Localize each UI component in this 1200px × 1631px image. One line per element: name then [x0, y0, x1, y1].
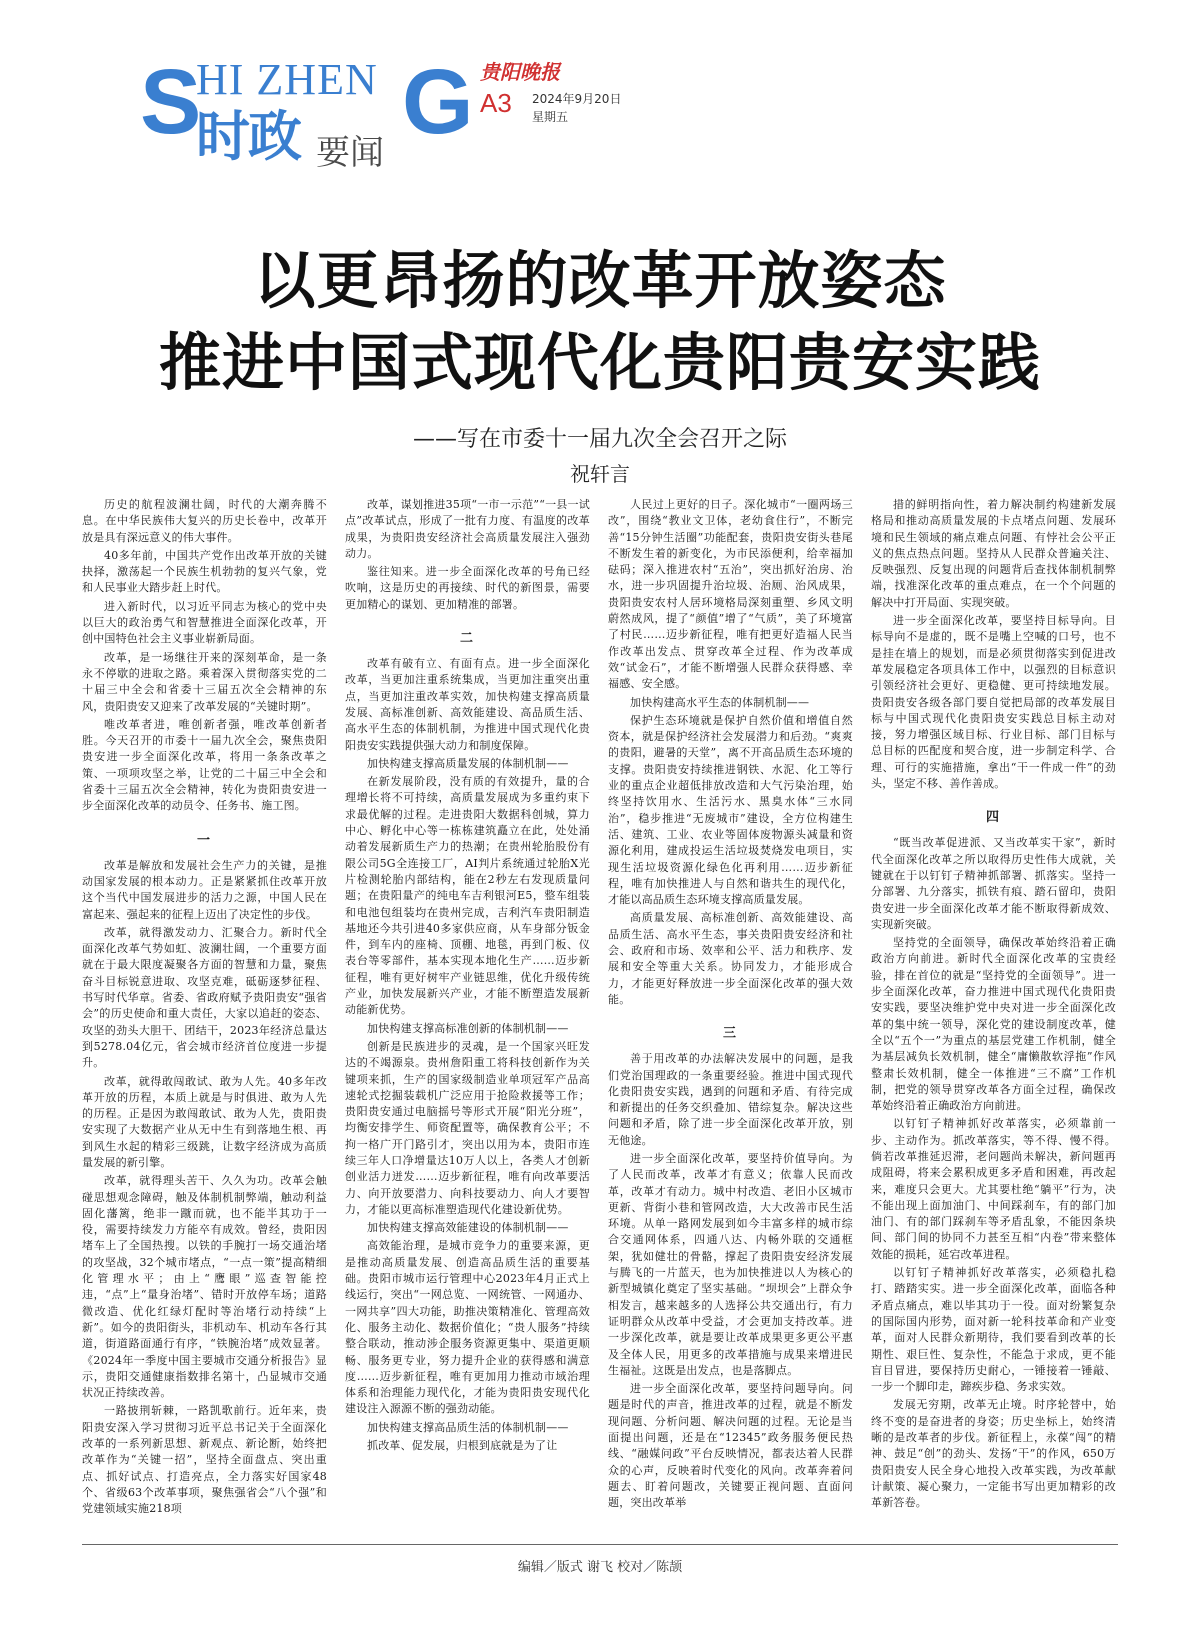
article-body [82, 497, 1118, 1527]
paragraph: 改革，就得激发动力、汇聚合力。新时代全面深化改革气势如虹、波澜壮阔，一个重要方面就在于最大限度凝聚各方面的智慧和力量，聚焦奋斗目标锐意进取、攻坚克难，砥砺逐梦征程、书写时代华章。省委、省政府赋予贵阳贵安“强省会”的历史使命和重大责任，大家以追赶的姿态、攻坚的劲头大胆干、团结干，2023年经济总量达到5278.04亿元，省会城市经济首位度进一步提升。 [82, 925, 327, 1070]
paragraph: 保护生态环境就是保护自然价值和增值自然资本，就是保护经济社会发展潜力和后劲。“爽爽的贵阳，避暑的天堂”，离不开高品质生态环境的支撑。贵阳贵安持续推进钢铁、水泥、化工等行业的重点企业超低排放改造和大气污染治理，始终坚持饮用水、生活污水、黑臭水体“三水同治”，稳步推进“无废城市”建设，全方位构建生活、建筑、工业、农业等固体废物源头减量和资源化利用，建成投运生活垃圾焚烧发电项目，实现生活垃圾资源化绿色化再利用……迈步新征程，唯有加快推进人与自然和谐共生的现代化，才能以高品质生态环境支撑高质量发展。 [608, 713, 853, 907]
logo-letter-g: G [402, 51, 474, 153]
article-byline: 祝轩言 [570, 462, 630, 486]
paragraph: 进一步全面深化改革，要坚持价值导向。为了人民而改革，改革才有意义；依靠人民而改革，改革才有动力。城中村改造、老旧小区城市更新、背街小巷和管网改造，大大改善市民生活环境。从单一路网发展到如今丰富多样的城市综合交通网体系，四通八达、内畅外联的交通框架，犹如健壮的骨骼，撑起了贵阳贵安经济发展与腾飞的一片蓝天，也为加快推进以人为核心的新型城镇化奠定了坚实基础。“坝坝会”上群众争相发言，越来越多的人选择公共交通出行，有力证明群众从改革中受益，才会更加支持改革。进一步深化改革，就是要让改革成果更多更公平惠及全体人民，用更多的改革措施与成果来增进民生福祉。这既是出发点，也是落脚点。 [608, 1151, 853, 1377]
logo-letters-mid: HI ZHEN [196, 55, 378, 104]
section-heading: 三 [722, 1026, 738, 1042]
paragraph: 加快构建高水平生态的体制机制—— [630, 695, 810, 709]
paragraph: 创新是民族进步的灵魂，是一个国家兴旺发达的不竭源泉。贵州詹阳重工将科技创新作为关键项来抓，生产的国家级制造业单项冠军产品高速轮式挖掘装载机广泛应用于抢险救援等工作；贵阳贵安通过电脑摇号等形式开展“阳光分班”，均衡安排学生、师资配置等，确保教育公平；不拘一格广开门路引才，突出以用为本，贵阳市连续三年人口净增量达10万人以上，各类人才创新创业活力迸发……迈步新征程，唯有向改革要活力、向开放要潜力、向科技要动力、向人才要智力，才能以更高标准塑造现代化建设新优势。 [345, 1039, 590, 1216]
paragraph: 善于用改革的办法解决发展中的问题，是我们党治国理政的一条重要经验。推进中国式现代化贵阳贵安实践，遇到的问题和矛盾、有待完成和新提出的任务交织叠加、错综复杂。解决这些问题和矛盾，除了进一步全面深化改革开放，别无他途。 [608, 1052, 853, 1147]
paragraph: 在新发展阶段，没有质的有效提升，量的合理增长将不可持续，高质量发展成为多重约束下求最优解的过程。走进贵阳大数据科创城，算力中心、孵化中心等一栋栋建筑矗立在此，处处涌动着发展新质生产力的热潮；在贵州轮胎股份有限公司5G全连接工厂，AI判片系统通过轮胎X光片检测轮胎内部结构，能在2秒左右发现质量问题；在贵阳量产的纯电车吉利银河E5，整车组装和电池包组装均在贵州完成，吉利汽车贵阳制造基地还今共引进40多家供应商，从车身部分钣金件，到车内的座椅、顶棚、地毯，再到门板、仪表台等零部件，基本实现本地化生产……迈步新征程，唯有更好树牢产业链思维，优化升级传统产业，加快发展新兴产业，才能不断塑造发展新动能新优势。 [345, 775, 590, 1017]
paragraph: 进入新时代，以习近平同志为核心的党中央以巨大的政治勇气和智慧推进全面深化改革，开创中国特色社会主义事业崭新局面。 [82, 599, 327, 646]
paragraph: 一路披荆斩棘，一路凯歌前行。近年来，贵阳贵安深入学习贯彻习近平总书记关于全面深化改革的一系列新思想、新观点、新论断，始终把改革作为“关键一招”，坚持全面盘点、突出重点、抓好试点、打造亮点，全力落实好国家48个、省级63个改革事项，聚焦强省会“八个强”和党建领域实施218项 [82, 1404, 327, 1516]
issue-date: 2024年9月20日 [532, 92, 622, 106]
section-heading: 一 [196, 832, 212, 848]
column-4 [871, 497, 1116, 1527]
paragraph: 改革，是一场继往开来的深刻革命，是一条永不停歇的进取之路。乘着深入贯彻落实党的二十届三中全会和省委十三届五次全会精神的东风，贵阳贵安又迎来了改革发展的“关键时期”。 [82, 650, 327, 713]
page-number: A3 [480, 88, 512, 118]
paragraph: 抓改革、促发展，归根到底就是为了让 [367, 1439, 558, 1453]
masthead [140, 48, 1040, 188]
headline-line-1: 以更昂扬的改革开放姿态 [253, 244, 947, 317]
paragraph: 进一步全面深化改革，要坚持问题导向。问题是时代的声音，推进改革的过程，就是不断发现问题、分析问题、解决问题的过程。无论是当面提出问题，还是在“12345”政务服务便民热线、“融媒问政”平台反映情况，都表达着人民群众的心声，反映着时代变化的风向。改革奔着问题去、盯着问题改，关键要正视问题、直面问题，突出改革举 [608, 1382, 853, 1510]
logo-letter-s: S [140, 51, 202, 153]
paragraph: 加快构建支撑高品质生活的体制机制—— [367, 1420, 569, 1434]
article-subtitle: ——写在市委十一届九次全会召开之际 [412, 427, 787, 452]
paragraph: 以钉钉子精神抓好改革落实，必须稳扎稳打、踏踏实实。进一步全面深化改革，面临各种矛盾点痛点，难以毕其功于一役。面对纷繁复杂的国际国内形势，面对新一轮科技革命和产业变革，面对人民群众新期待，我们要看到改革的长期性、艰巨性、复杂性，不能急于求成，更不能盲目冒进，要保持历史耐心，一锤接着一锤敲、一步一个脚印走，蹄疾步稳、务求实效。 [871, 1266, 1116, 1394]
paragraph: 高质量发展、高标准创新、高效能建设、高品质生活、高水平生态，事关贵阳贵安经济和社会、政府和市场、效率和公平、活力和秩序、发展和安全等重大关系。协同发力，才能形成合力，才能更好释放进一步全面深化改革的强大效能。 [608, 911, 853, 1006]
paragraph: 唯改革者进，唯创新者强，唯改革创新者胜。今天召开的市委十一届九次全会，聚焦贵阳贵安进一步全面深化改革，将用一条条改革之策、一项项攻坚之举，让党的二十届三中全会和省委十三届五次全会精神，转化为贵阳贵安进一步全面深化改革的动员令、任务书、施工图。 [82, 717, 327, 813]
section-heading: 二 [459, 631, 475, 647]
footer-divider [82, 1544, 1118, 1545]
paragraph: 进一步全面深化改革，要坚持目标导向。目标导向不是虚的，既不是嘴上空喊的口号，也不是挂在墙上的规划，而是必须贯彻落实到促进改革发展稳定各项具体工作中，以强烈的目标意识引领经济社会更好、更稳健、更可持续地发展。贵阳贵安各级各部门要自觉把局部的改革发展目标与中国式现代化贵阳贵安实践总目标主动对接，努力增强区域目标、行业目标、部门目标与总目标的匹配度和契合度，进一步制定科学、合理、可行的实施措施，拿出“干一件成一件”的劲头，坚定不移、善作善成。 [871, 614, 1116, 791]
paragraph: 加快构建支撑高标准创新的体制机制—— [367, 1021, 569, 1035]
section-heading: 四 [985, 810, 1001, 826]
paragraph: 以钉钉子精神抓好改革落实，必须靠前一步、主动作为。抓改革落实，等不得、慢不得。倘若改革推延迟滞，老问题尚未解决，新问题再成阻碍，将来会累积成更多矛盾和困难，再改起来，难度只会更大。尤其要杜绝“躺平”行为，决不能出现上面加油门、中间踩刹车，有的部门加油门、有的部门踩刹车等矛盾乱象，不能因条块间、部门间的协同不力甚至互相“内卷”带来整体效能的损耗，延宕改革进程。 [871, 1117, 1116, 1261]
paragraph: 加快构建支撑高效能建设的体制机制—— [367, 1221, 569, 1235]
paragraph: 40多年前，中国共产党作出改革开放的关键抉择，激荡起一个民族生机勃勃的复兴气象，党和人民事业大踏步赶上时代。 [82, 548, 327, 595]
column-3 [608, 497, 853, 1527]
paragraph: 人民过上更好的日子。深化城市“一圈两场三改”，围绕“教业文卫体，老幼食住行”，不断完善“15分钟生活圈”功能配套，贵阳贵安街头巷尾不断发生着的新变化，为市民添便利，给幸福加砝码；深入推进农村“五治”，突出抓好治房、治水，进一步巩固提升治垃圾、治厕、治风成果，贵阳贵安农村人居环境格局深刻重塑、乡风文明蔚然成风，提了“颜值”增了“气质”，美了环境富了村民……迈步新征程，唯有把更好造福人民当作改革出发点、贯穿改革全过程、作为改革成效“试金石”，才能不断增强人民群众获得感、幸福感、安全感。 [608, 498, 853, 691]
headline-line-2: 推进中国式现代化贵阳贵安实践 [158, 326, 1041, 399]
paragraph: 改革，就得敢闯敢试、敢为人先。40多年改革开放的历程，本质上就是与时俱进、敢为人先的历程。正是因为敢闯敢试、敢为人先，贵阳贵安实现了大数据产业从无中生有到落地生根、再到风生水起的精彩三级跳，让数字经济成为高质量发展的新引擎。 [82, 1074, 327, 1169]
paragraph: 加快构建支撑高质量发展的体制机制—— [367, 756, 569, 770]
section-title: 时政 [196, 105, 300, 168]
paragraph: 措的鲜明指向性，着力解决制约构建新发展格局和推动高质量发展的卡点堵点问题、发展环境和民生领域的痛点难点问题、有悖社会公平正义的焦点热点问题。坚持从人民群众普遍关注、反映强烈、反复出现的问题背后查找体制机制弊端，找准深化改革的重点难点，在一个个问题的解决中打开局面、实现突破。 [871, 498, 1116, 609]
column-1 [82, 497, 327, 1527]
paragraph: 发展无穷期，改革无止境。时序轮替中，始终不变的是奋进者的身姿；历史坐标上，始终清晰的是改革者的步伐。新征程上，永葆“闯”的精神、鼓足“创”的劲头、发扬“干”的作风，650万贵阳贵安人民全身心地投入改革实践，为改革献计献策、凝心聚力，一定能书写出更加精彩的改革新答卷。 [871, 1398, 1116, 1510]
newspaper-name: 贵阳晚报 [480, 60, 560, 84]
issue-weekday: 星期五 [532, 110, 569, 124]
section-subtitle: 要闻 [316, 133, 384, 173]
paragraph: 改革有破有立、有面有点。进一步全面深化改革，当更加注重系统集成，当更加注重突出重点，当更加注重改革实效，加快构建支撑高质量发展、高标准创新、高效能建设、高品质生活、高水平生态的体制机制，为推进中国式现代化贵阳贵安实践提供强大动力和制度保障。 [345, 657, 590, 752]
paragraph: 改革是解放和发展社会生产力的关键，是推动国家发展的根本动力。正是紧紧抓住改革开放这个当代中国发展进步的活力之源，中国人民在富起来、强起来的征程上迈出了决定性的步伐。 [82, 858, 327, 921]
paragraph: “既当改革促进派、又当改革实干家”，新时代全面深化改革之所以取得历史性伟大成就，关键就在于以钉钉子精神抓部署、抓落实。坚持一分部署、九分落实，抓铁有痕、踏石留印，贵阳贵安进一步全面深化改革才能不断取得新成效、实现新突破。 [871, 836, 1116, 931]
paragraph: 坚持党的全面领导，确保改革始终沿着正确政治方向前进。新时代全面深化改革的宝贵经验，排在首位的就是“坚持党的全面领导”。进一步全面深化改革，奋力推进中国式现代化贵阳贵安实践，要坚决维护党中央对进一步全面深化改革的集中统一领导，深化党的建设制度改革，健全以“五个一”为重点的基层党建工作机制，健全为基层减负长效机制，健全“庸懒散软浮拖”作风整肃长效机制，健全一体推进“三不腐”工作机制，把党的领导贯穿改革各方面全过程，确保改革始终沿着正确政治方向前进。 [871, 936, 1116, 1113]
paragraph: 改革，谋划推进35项“一市一示范”“一县一试点”改革试点，形成了一批有力度、有温度的改革成果，为贵阳贵安经济社会高质量发展注入强劲动力。 [345, 498, 590, 560]
section-logo [140, 48, 480, 188]
paragraph: 改革，就得理头苦干、久久为功。改革会触碰思想观念障碍，触及体制机制弊端，触动利益固化藩篱，绝非一蹴而就，也不能半其功于一役，需要持续发力方能卒有成效。曾经，贵阳因堵车上了全国热搜。以铁的手腕打一场交通治堵的攻坚战，32个城市堵点，“一点一策”提高精细化管理水平；由上“鹰眼”巡查智能控违，“点”上“量身治堵”、错时开放停车场；道路微改造、优化红绿灯配时等治堵行动持续“上新”。如今的贵阳街头，非机动车、机动车各行其道，街道路面通行有序，“铁腕治堵”成效显著。《2024年一季度中国主要城市交通分析报告》显示，贵阳交通健康指数排名第十，凸显城市交通状况正持续改善。 [82, 1174, 327, 1400]
paragraph: 历史的航程波澜壮阔，时代的大潮奔腾不息。在中华民族伟大复兴的历史长卷中，改革开放是具有深远意义的伟大事件。 [82, 498, 327, 544]
column-2 [345, 497, 590, 1527]
page-credits: 编辑／版式 谢飞 校对／陈颉 [517, 1560, 683, 1575]
paragraph: 鉴往知来。进一步全面深化改革的号角已经吹响，这是历史的再接续、时代的新图景，需要更加精心的谋划、更加精准的部署。 [345, 565, 590, 611]
paragraph: 高效能治理，是城市竞争力的重要来源，更是推动高质量发展、创造高品质生活的重要基础。贵阳市城市运行管理中心2023年4月正式上线运行，突出“一网总览、一网统管、一网通办、一网共享”四大功能，助推决策精准化、管理高效化、服务主动化、数据价值化；“贵人服务”持续整合联动，推动涉企服务资源更集中、渠道更顺畅、服务更专业，努力提升企业的获得感和满意度……迈步新征程，唯有更加用力推动市域治理体系和治理能力现代化，才能为贵阳贵安现代化建设注入源源不断的强劲动能。 [345, 1239, 590, 1416]
